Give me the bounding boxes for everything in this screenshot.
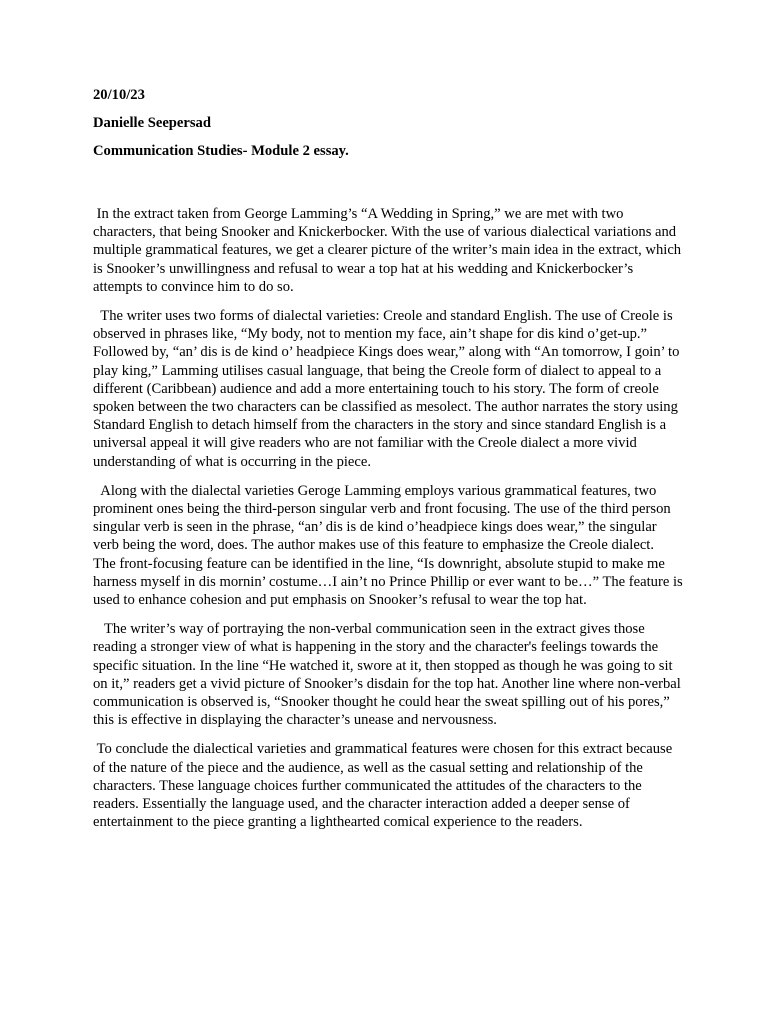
document-date: 20/10/23 <box>93 87 145 103</box>
essay-paragraph-non-verbal: The writer’s way of portraying the non-verbal communication seen in the extract gives those reading a stronger view of what is happening in the story and the character's feelings towards the specific situation. In the line “He watched it, swore at it, then stopped as though he was going to sit on it,” readers get a vivid picture of Snooker’s disdain for the top hat. Another line where non-verbal communication is observed is, “Snooker thought he could hear the sweat spilling out of his pores,” this is effective in displaying the character’s unease and nervousness. <box>93 621 685 729</box>
course-title: Communication Studies- Module 2 essay. <box>93 143 349 159</box>
author-name: Danielle Seepersad <box>93 115 211 131</box>
essay-paragraph-conclusion: To conclude the dialectical varieties and grammatical features were chosen for this extract because of the nature of the piece and the audience, as well as the casual setting and relationship of the characters. These language choices further communicated the attitudes of the characters to the readers. Essentially the language used, and the character interaction added a deeper sense of entertainment to the piece granting a lighthearted comical experience to the readers. <box>93 741 676 831</box>
essay-paragraph-grammatical-features: Along with the dialectal varieties Geroge Lamming employs various grammatical features, two prominent ones being the third-person singular verb and front focusing. The use of the third person singular verb is seen in the phrase, “an’ dis is de kind o’headpiece kings does wear,” the singular verb being the word, does. The author makes use of this feature to emphasize the Creole dialect. The front-focusing feature can be identified in the line, “Is downright, absolute stupid to make me harness myself in dis mornin’ costume…I ain’t no Prince Phillip or ever want to be…” The feature is used to enhance cohesion and put emphasis on Snooker’s refusal to wear the top hat. <box>93 482 687 609</box>
essay-paragraph-intro: In the extract taken from George Lamming’s “A Wedding in Spring,” we are met with two characters, that being Snooker and Knickerbocker. With the use of various dialectical variations and multiple grammatical features, we get a clearer picture of the writer’s main idea in the extract, which is Snooker’s unwillingness and refusal to wear a top hat at his wedding and Knickerbocker’s attempts to convince him to do so. <box>93 206 685 295</box>
document-page <box>93 86 687 843</box>
header-spacer <box>93 170 683 205</box>
essay-paragraph-dialectal-varieties: The writer uses two forms of dialectal varieties: Creole and standard English. The use of Creole is observed in phrases like, “My body, not to mention my face, ain’t shape for dis kind o’get-up.” Followed by, “an’ dis is de kind o’ headpiece Kings does wear,” along with “An tomorrow, I goin’ to play king,” Lamming utilises casual language, that being the Creole form of dialect to appeal to a different (Caribbean) audience and add a more entertaining touch to his story. The form of creole spoken between the two characters can be classified as mesolect. The author narrates the story using Standard English to detach himself from the characters in the story and since standard English is a universal appeal it will give readers who are not familiar with the Creole dialect a more vivid understanding of what is occurring in the piece. <box>93 308 684 470</box>
